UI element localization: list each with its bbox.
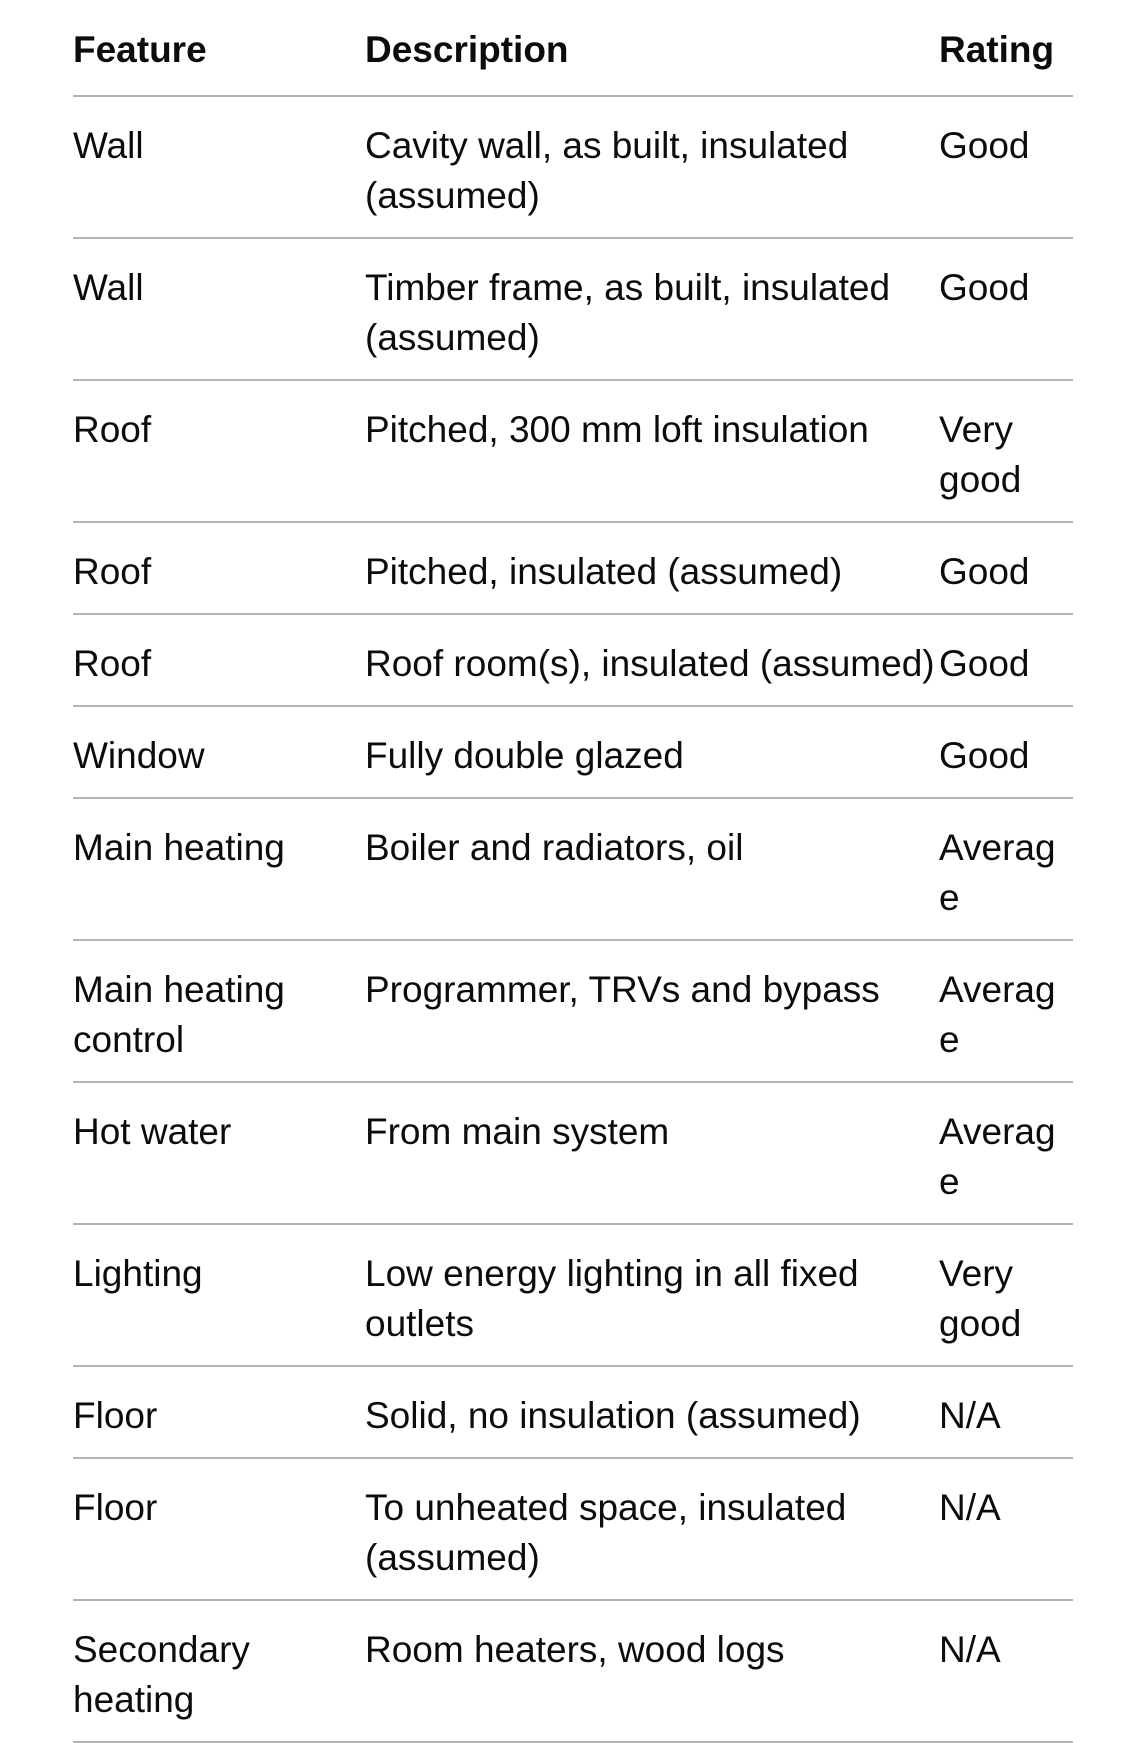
description-cell: Roof room(s), insulated (assumed) <box>365 614 939 706</box>
table-row <box>73 614 1073 706</box>
header-feature: Feature <box>73 0 365 96</box>
description-cell: Fully double glazed <box>365 706 939 798</box>
header-row <box>73 0 1073 96</box>
feature-cell: Main heating control <box>73 940 365 1082</box>
description-cell: Low energy lighting in all fixed outlets <box>365 1224 939 1366</box>
rating-cell: Very good <box>939 380 1073 522</box>
description-cell: Room heaters, wood logs <box>365 1600 939 1742</box>
description-cell: Timber frame, as built, insulated (assumed) <box>365 238 939 380</box>
feature-cell: Floor <box>73 1458 365 1600</box>
rating-cell: Good <box>939 238 1073 380</box>
rating-cell: Good <box>939 614 1073 706</box>
feature-cell: Roof <box>73 380 365 522</box>
feature-cell: Wall <box>73 96 365 238</box>
rating-cell: Very good <box>939 1224 1073 1366</box>
feature-cell: Floor <box>73 1366 365 1458</box>
rating-cell: N/A <box>939 1600 1073 1742</box>
table-row <box>73 96 1073 238</box>
description-cell: Solid, no insulation (assumed) <box>365 1366 939 1458</box>
feature-cell: Wall <box>73 238 365 380</box>
rating-cell: N/A <box>939 1366 1073 1458</box>
description-cell: To unheated space, insulated (assumed) <box>365 1458 939 1600</box>
table-row <box>73 798 1073 940</box>
table-row <box>73 238 1073 380</box>
table-header <box>73 0 1073 96</box>
rating-cell: Good <box>939 706 1073 798</box>
description-cell: Cavity wall, as built, insulated (assumed) <box>365 96 939 238</box>
rating-cell: Average <box>939 1082 1073 1224</box>
feature-cell: Main heating <box>73 798 365 940</box>
table-body <box>73 96 1073 1742</box>
header-rating: Rating <box>939 0 1073 96</box>
feature-cell: Roof <box>73 614 365 706</box>
rating-cell: Average <box>939 798 1073 940</box>
table-row <box>73 1458 1073 1600</box>
rating-cell: Good <box>939 522 1073 614</box>
energy-features-table <box>73 0 1073 1743</box>
description-cell: Programmer, TRVs and bypass <box>365 940 939 1082</box>
feature-cell: Roof <box>73 522 365 614</box>
feature-cell: Window <box>73 706 365 798</box>
table-row <box>73 1600 1073 1742</box>
table-row <box>73 1224 1073 1366</box>
table-row <box>73 522 1073 614</box>
feature-cell: Secondary heating <box>73 1600 365 1742</box>
header-description: Description <box>365 0 939 96</box>
rating-cell: Good <box>939 96 1073 238</box>
table-row <box>73 706 1073 798</box>
table-row <box>73 380 1073 522</box>
rating-cell: N/A <box>939 1458 1073 1600</box>
table-row <box>73 1082 1073 1224</box>
rating-cell: Average <box>939 940 1073 1082</box>
table-row <box>73 940 1073 1082</box>
description-cell: Boiler and radiators, oil <box>365 798 939 940</box>
feature-cell: Hot water <box>73 1082 365 1224</box>
description-cell: Pitched, insulated (assumed) <box>365 522 939 614</box>
feature-cell: Lighting <box>73 1224 365 1366</box>
description-cell: Pitched, 300 mm loft insulation <box>365 380 939 522</box>
energy-features-table-container <box>73 0 1073 1743</box>
table-row <box>73 1366 1073 1458</box>
description-cell: From main system <box>365 1082 939 1224</box>
